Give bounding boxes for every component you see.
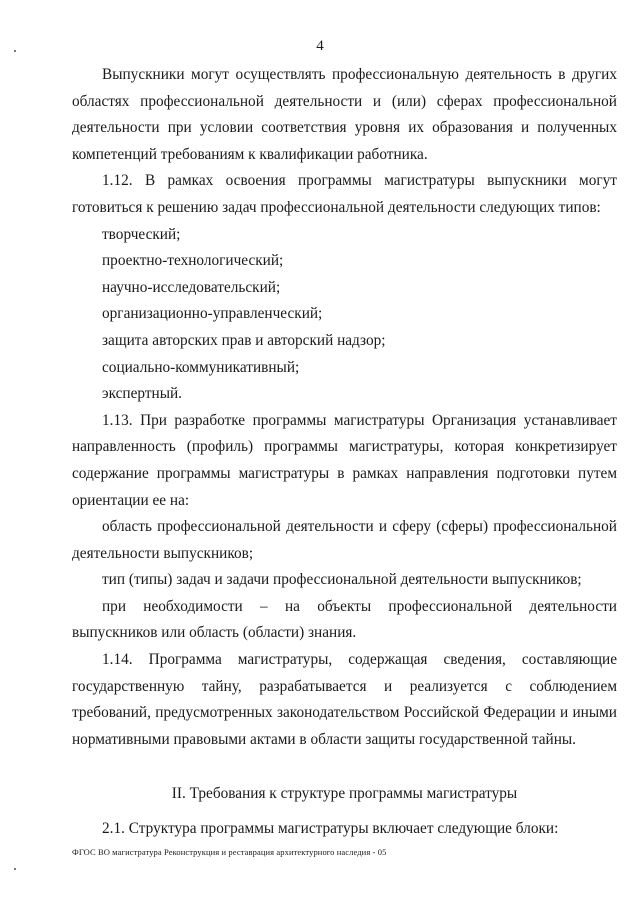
list-item: область профессиональной деятельности и сферу (сферы) профессиональной деятельности выпускников; — [72, 518, 617, 562]
paragraph-1-12: 1.12. В рамках освоения программы магистратуры выпускники могут готовиться к решению задач профессиональной деятельности следующих типов: — [72, 172, 617, 216]
list-item: при необходимости – на объекты профессиональной деятельности выпускников или область (области) знания. — [72, 597, 617, 642]
paragraph: Выпускники могут осуществлять профессиональную деятельность в других областях профессиональной деятельности и (или) сферах профессиональной деятельности при условии соответствия уровня их образования и полученных компетенций требованиям к квалификации работника. — [72, 66, 617, 163]
list-item: организационно-управленческий; — [102, 305, 323, 323]
paragraph-2-1: 2.1. Структура программы магистратуры включает следующие блоки: — [102, 820, 559, 838]
section-heading: II. Требования к структуре программы магистратуры — [171, 785, 518, 803]
list-item: экспертный. — [102, 385, 182, 403]
document-body — [72, 62, 617, 843]
list-item: защита авторских прав и авторский надзор; — [102, 331, 386, 349]
paragraph-1-13: 1.13. При разработке программы магистратуры Организация устанавливает направленность (профиль) программы магистратуры, которая конкретизирует содержание программы магистратуры в рамках направления подготовки путем ориентации ее на: — [72, 411, 617, 509]
page-number: 4 — [316, 38, 324, 54]
list-item: социально-коммуникативный; — [102, 358, 300, 376]
list-item: научно-исследовательский; — [102, 278, 281, 296]
list-item: тип (типы) задач и задачи профессиональной деятельности выпускников; — [102, 571, 582, 589]
list-item: творческий; — [102, 225, 181, 243]
paragraph-1-14: 1.14. Программа магистратуры, содержащая сведения, составляющие государственную тайну, разрабатывается и реализуется с соблюдением требований, предусмотренных законодательством Российской Федерации и иными нормативными правовыми актами в области защиты государственной тайны. — [72, 651, 617, 748]
list-item: проектно-технологический; — [102, 252, 284, 270]
scan-mark — [14, 868, 16, 870]
document-footer: ФГОС ВО магистратура Реконструкция и реставрация архитектурного наследия - 05 — [72, 847, 387, 857]
